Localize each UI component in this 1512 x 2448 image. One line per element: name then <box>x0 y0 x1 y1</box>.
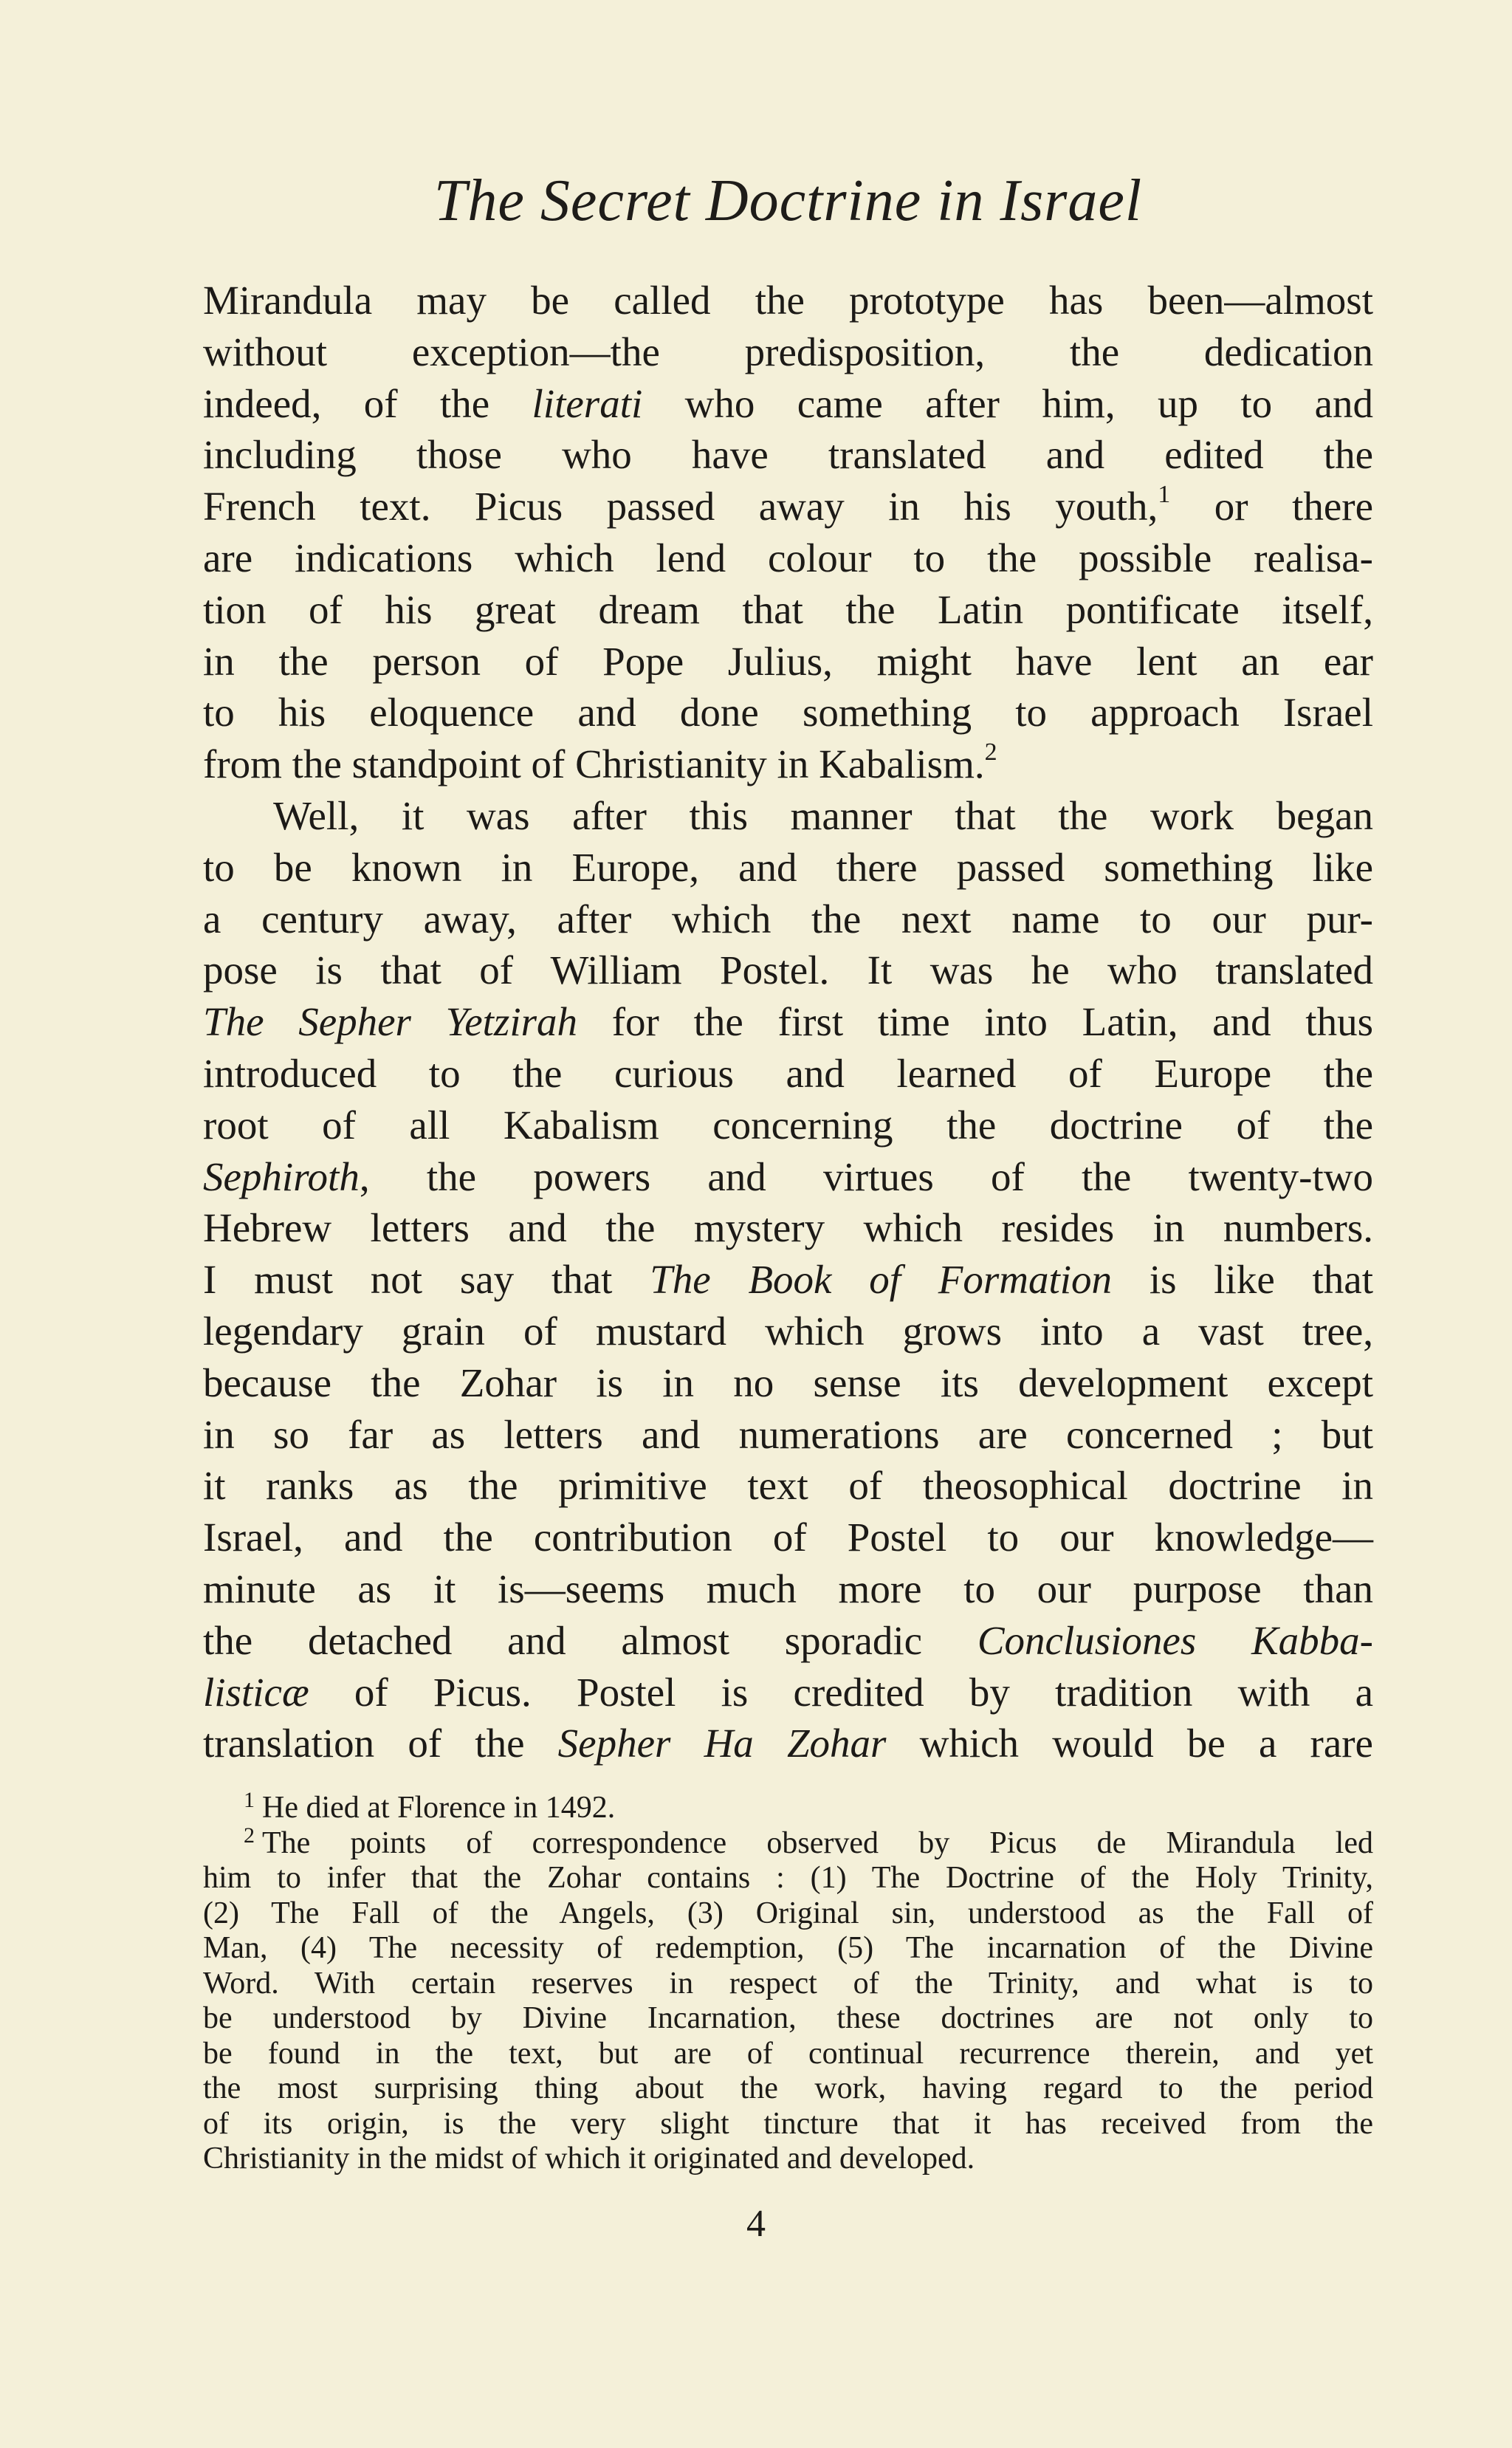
body-line: the detached and almost sporadic Conclusiones Kabba- <box>203 1617 1373 1663</box>
page-number: 4 <box>746 2203 766 2245</box>
body-line: I must not say that The Book of Formation is like that <box>203 1257 1373 1303</box>
body-line: in the person of Pope Julius, might have lent an ear <box>203 638 1373 684</box>
footnote-line: Man, (4) The necessity of redemption, (5) The incarnation of the Divine <box>203 1931 1373 1965</box>
body-line: are indications which lend colour to the possible realisa- <box>203 535 1373 580</box>
body-line: a century away, after which the next name to our pur- <box>203 896 1373 942</box>
italic-phrase: Sepher Ha Zohar <box>557 1721 887 1766</box>
body-line: Mirandula may be called the prototype has been—almost <box>203 278 1373 323</box>
body-line: Hebrew letters and the mystery which resides in numbers. <box>203 1205 1373 1251</box>
body-line: translation of the Sepher Ha Zohar which would be a rare <box>203 1721 1373 1766</box>
body-line: from the standpoint of Christianity in Kabalism.$^2$ <box>203 738 997 787</box>
italic-phrase: The Book of Formation <box>650 1257 1113 1303</box>
body-line: including those who have translated and edited the <box>203 432 1373 478</box>
footnote-2 <box>203 1823 1373 1862</box>
footnote-line: be understood by Divine Incarnation, these doctrines are not only to <box>203 2001 1373 2035</box>
footnote-reference[interactable]: 2 <box>984 738 997 767</box>
body-line: in so far as letters and numerations are concerned ; but <box>203 1411 1373 1457</box>
body-line: because the Zohar is in no sense its development except <box>203 1360 1373 1405</box>
body-line: introduced to the curious and learned of Europe the <box>203 1050 1373 1096</box>
footnote-1 <box>203 1788 1373 1826</box>
footnote-line: Christianity in the midst of which it originated and developed. <box>203 2142 975 2176</box>
body-line: legendary grain of mustard which grows into a vast tree, <box>203 1308 1373 1354</box>
body-line: without exception—the predisposition, the dedication <box>203 329 1373 374</box>
footnote-line: Word. With certain reserves in respect of the Trinity, and what is to <box>203 1966 1373 2000</box>
body-text <box>203 275 1373 1769</box>
body-line: to be known in Europe, and there passed something like <box>203 844 1373 890</box>
body-line: French text. Picus passed away in his youth,$^1$ or there <box>203 481 1373 529</box>
footnotes <box>203 1788 1373 2177</box>
italic-phrase: The Sepher Yetzirah <box>203 999 578 1045</box>
body-line: indeed, of the literati who came after him, up to and <box>203 380 1373 426</box>
body-line: to his eloquence and done something to approach Israel <box>203 690 1373 736</box>
body-line: minute as it is—seems much more to our purpose than <box>203 1566 1373 1611</box>
footnote-line: him to infer that the Zohar contains : (1) The Doctrine of the Holy Trinity, <box>203 1861 1373 1895</box>
footnote-text: The points of correspondence observed by Picus de Mirandula led <box>262 1825 1373 1860</box>
body-line: Well, it was after this manner that the work began <box>273 792 1373 838</box>
body-line: it ranks as the primitive text of theosophical doctrine in <box>203 1463 1373 1509</box>
body-line: Israel, and the contribution of Postel to our knowledge— <box>203 1515 1373 1560</box>
footnote-reference[interactable]: 1 <box>1158 481 1171 509</box>
italic-phrase: literati <box>532 380 643 426</box>
italic-phrase: Conclusiones Kabba- <box>977 1617 1373 1663</box>
body-line: pose is that of William Postel. It was he who translated <box>203 947 1373 993</box>
italic-phrase: Sephiroth <box>203 1153 360 1199</box>
footnote-line: be found in the text, but are of continual recurrence therein, and yet <box>203 2036 1373 2071</box>
footnote-marker: 1 <box>244 1788 255 1812</box>
footnote-line: of its origin, is the very slight tincture that it has received from the <box>203 2106 1373 2141</box>
footnote-line: the most surprising thing about the work, having regard to the period <box>203 2071 1373 2105</box>
body-line: tion of his great dream that the Latin pontificate itself, <box>203 586 1373 632</box>
body-line: Sephiroth, the powers and virtues of the twenty-two <box>203 1153 1373 1199</box>
running-head: The Secret Doctrine in Israel <box>433 168 1143 233</box>
footnote-line: (2) The Fall of the Angels, (3) Original sin, understood as the Fall of <box>203 1896 1373 1930</box>
footnote-marker: 2 <box>244 1823 255 1848</box>
body-line: The Sepher Yetzirah for the first time into Latin, and thus <box>203 999 1373 1045</box>
body-line: listicæ of Picus. Postel is credited by tradition with a <box>203 1669 1373 1715</box>
italic-phrase: listicæ <box>203 1669 309 1715</box>
footnote-text: He died at Florence in 1492. <box>262 1791 616 1825</box>
body-line: root of all Kabalism concerning the doctrine of the <box>203 1102 1373 1148</box>
